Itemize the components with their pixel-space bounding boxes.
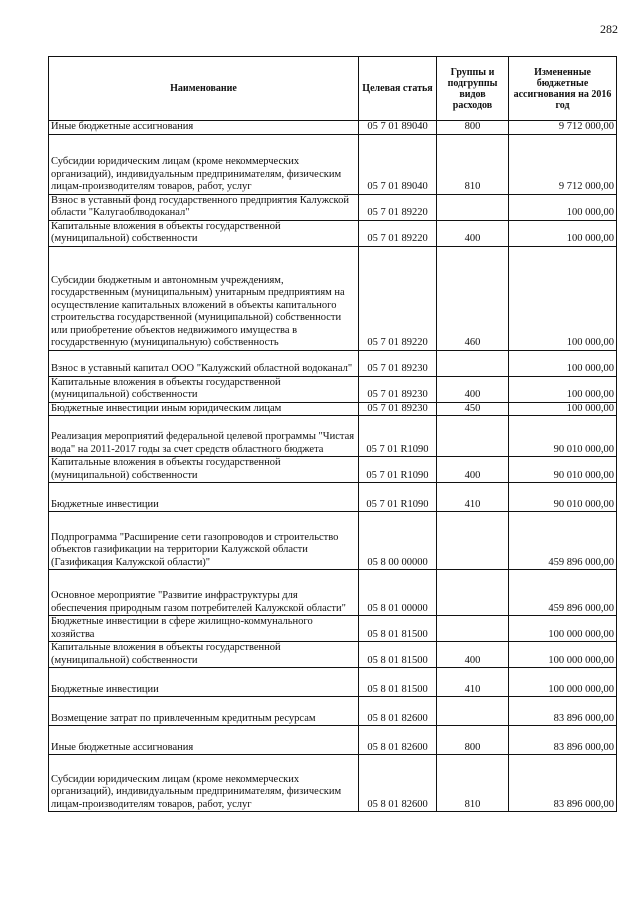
row-expense-group: 410 — [437, 668, 509, 697]
row-name: Взнос в уставный капитал ООО "Калужский областной водоканал" — [49, 350, 359, 376]
row-allocation: 100 000,00 — [509, 220, 617, 246]
row-name: Иные бюджетные ассигнования — [49, 726, 359, 755]
row-expense-group: 800 — [437, 726, 509, 755]
row-allocation: 90 010 000,00 — [509, 483, 617, 512]
row-target-article: 05 7 01 R1090 — [359, 457, 437, 483]
row-allocation: 90 010 000,00 — [509, 416, 617, 457]
table-header-row — [49, 57, 617, 121]
row-allocation: 9 712 000,00 — [509, 134, 617, 194]
row-allocation: 100 000,00 — [509, 246, 617, 350]
header-name: Наименование — [49, 57, 359, 121]
row-name: Бюджетные инвестиции — [49, 668, 359, 697]
table-row — [49, 416, 617, 457]
row-allocation: 83 896 000,00 — [509, 697, 617, 726]
row-target-article: 05 7 01 89230 — [359, 402, 437, 416]
row-allocation: 100 000,00 — [509, 376, 617, 402]
table-row — [49, 755, 617, 812]
row-expense-group — [437, 194, 509, 220]
row-name: Капитальные вложения в объекты государственной (муниципальной) собственности — [49, 220, 359, 246]
row-name: Реализация мероприятий федеральной целевой программы "Чистая вода" на 2011-2017 годы за счет средств областного бюджета — [49, 416, 359, 457]
row-target-article: 05 7 01 R1090 — [359, 483, 437, 512]
row-allocation: 459 896 000,00 — [509, 512, 617, 570]
row-target-article: 05 7 01 89220 — [359, 220, 437, 246]
row-target-article: 05 8 01 81500 — [359, 616, 437, 642]
row-expense-group: 400 — [437, 376, 509, 402]
row-name: Капитальные вложения в объекты государственной (муниципальной) собственности — [49, 457, 359, 483]
row-allocation: 83 896 000,00 — [509, 755, 617, 812]
table-row — [49, 642, 617, 668]
row-allocation: 100 000 000,00 — [509, 616, 617, 642]
table-row — [49, 134, 617, 194]
row-expense-group: 800 — [437, 121, 509, 135]
row-target-article: 05 8 01 00000 — [359, 570, 437, 616]
row-allocation: 459 896 000,00 — [509, 570, 617, 616]
row-expense-group — [437, 512, 509, 570]
header-allocations: Измененные бюджетные ассигнования на 2016 год — [509, 57, 617, 121]
row-allocation: 100 000 000,00 — [509, 642, 617, 668]
row-target-article: 05 7 01 89230 — [359, 376, 437, 402]
row-target-article: 05 7 01 89220 — [359, 246, 437, 350]
table-row — [49, 121, 617, 135]
row-target-article: 05 8 01 82600 — [359, 697, 437, 726]
table-row — [49, 570, 617, 616]
row-name: Капитальные вложения в объекты государственной (муниципальной) собственности — [49, 642, 359, 668]
row-expense-group: 410 — [437, 483, 509, 512]
row-name: Субсидии бюджетным и автономным учреждениям, государственным (муниципальным) унитарным предприятиям на осуществление капитальных вложений в объекты капитального строительства государственной (муниципальной) собственности или приобретение объектов недвижимого имущества в государственную (муниципальную) собственность — [49, 246, 359, 350]
row-name: Основное мероприятие "Развитие инфраструктуры для обеспечения природным газом потребителей Калужской области" — [49, 570, 359, 616]
header-expense-groups: Группы и подгруппы видов расходов — [437, 57, 509, 121]
table-row — [49, 512, 617, 570]
row-target-article: 05 7 01 89220 — [359, 194, 437, 220]
row-expense-group — [437, 570, 509, 616]
table-row — [49, 402, 617, 416]
budget-table — [48, 56, 617, 812]
row-name: Возмещение затрат по привлеченным кредитным ресурсам — [49, 697, 359, 726]
table-row — [49, 457, 617, 483]
row-allocation: 9 712 000,00 — [509, 121, 617, 135]
row-allocation: 100 000 000,00 — [509, 668, 617, 697]
row-target-article: 05 8 01 81500 — [359, 668, 437, 697]
header-target-article: Целевая статья — [359, 57, 437, 121]
row-expense-group: 460 — [437, 246, 509, 350]
row-allocation: 100 000,00 — [509, 194, 617, 220]
row-name: Субсидии юридическим лицам (кроме некоммерческих организаций), индивидуальным предпринимателям, физическим лицам-производителям товаров, работ, услуг — [49, 134, 359, 194]
page-number: 282 — [600, 22, 618, 36]
row-target-article: 05 8 00 00000 — [359, 512, 437, 570]
table-row — [49, 668, 617, 697]
row-target-article: 05 7 01 89040 — [359, 121, 437, 135]
row-expense-group: 400 — [437, 220, 509, 246]
row-expense-group — [437, 416, 509, 457]
row-target-article: 05 7 01 89230 — [359, 350, 437, 376]
table-row — [49, 246, 617, 350]
table-row — [49, 616, 617, 642]
table-row — [49, 483, 617, 512]
row-name: Капитальные вложения в объекты государственной (муниципальной) собственности — [49, 376, 359, 402]
row-name: Подпрограмма "Расширение сети газопроводов и строительство объектов газификации на территории Калужской области (Газификация Калужской области)" — [49, 512, 359, 570]
row-name: Бюджетные инвестиции в сфере жилищно-коммунального хозяйства — [49, 616, 359, 642]
row-expense-group: 400 — [437, 642, 509, 668]
row-name: Взнос в уставный фонд государственного предприятия Калужской области "Калугаоблводоканал" — [49, 194, 359, 220]
row-name: Бюджетные инвестиции — [49, 483, 359, 512]
row-expense-group — [437, 697, 509, 726]
table-row — [49, 726, 617, 755]
row-target-article: 05 8 01 81500 — [359, 642, 437, 668]
row-allocation: 90 010 000,00 — [509, 457, 617, 483]
table-row — [49, 220, 617, 246]
row-allocation: 100 000,00 — [509, 402, 617, 416]
row-name: Субсидии юридическим лицам (кроме некоммерческих организаций), индивидуальным предпринимателям, физическим лицам-производителям товаров, работ, услуг — [49, 755, 359, 812]
row-expense-group — [437, 616, 509, 642]
row-allocation: 100 000,00 — [509, 350, 617, 376]
table-row — [49, 350, 617, 376]
row-expense-group: 450 — [437, 402, 509, 416]
row-allocation: 83 896 000,00 — [509, 726, 617, 755]
row-target-article: 05 8 01 82600 — [359, 755, 437, 812]
row-target-article: 05 7 01 R1090 — [359, 416, 437, 457]
row-target-article: 05 8 01 82600 — [359, 726, 437, 755]
row-name: Иные бюджетные ассигнования — [49, 121, 359, 135]
table-row — [49, 376, 617, 402]
row-expense-group: 400 — [437, 457, 509, 483]
row-expense-group: 810 — [437, 134, 509, 194]
table-row — [49, 697, 617, 726]
row-expense-group: 810 — [437, 755, 509, 812]
row-expense-group — [437, 350, 509, 376]
row-target-article: 05 7 01 89040 — [359, 134, 437, 194]
row-name: Бюджетные инвестиции иным юридическим лицам — [49, 402, 359, 416]
table-row — [49, 194, 617, 220]
